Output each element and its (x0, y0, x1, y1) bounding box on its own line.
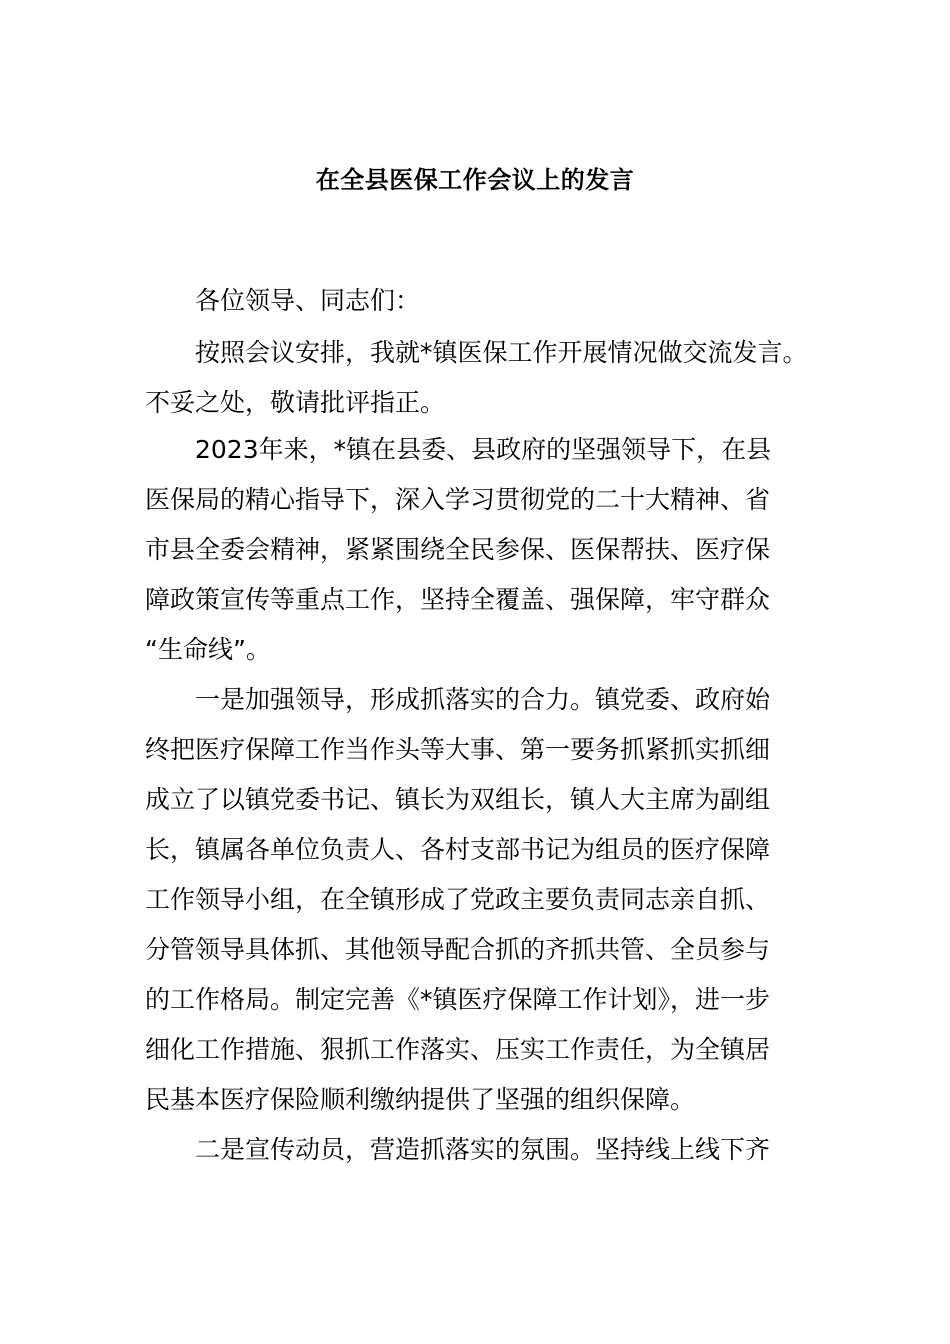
text-line: “生命线”。 (145, 635, 271, 664)
document-title: 在全县医保工作会议上的发言 (315, 166, 635, 194)
text-line: 障政策宣传等重点工作，坚持全覆盖、强保障，牢守群众 (145, 585, 771, 614)
text-line-salutation: 各位领导、同志们： (195, 286, 421, 315)
text-line: 二是宣传动员，营造抓落实的氛围。坚持线上线下齐 (195, 1135, 771, 1164)
text-line: 按照会议安排，我就*镇医保工作开展情况做交流发言。 (195, 338, 808, 367)
text-line: 成立了以镇党委书记、镇长为双组长，镇人大主席为副组 (145, 785, 771, 814)
text-line: 医保局的精心指导下，深入学习贯彻党的二十大精神、省 (145, 485, 771, 514)
text-line: 的工作格局。制定完善《*镇医疗保障工作计划》，进一步 (145, 985, 771, 1014)
text-line: 2023年来，*镇在县委、县政府的坚强领导下，在县 (195, 435, 772, 464)
text-line: 分管领导具体抓、其他领导配合抓的齐抓共管、全员参与 (145, 935, 771, 964)
text-line: 长，镇属各单位负责人、各村支部书记为组员的医疗保障 (145, 835, 771, 864)
text-line: 一是加强领导，形成抓落实的合力。镇党委、政府始 (195, 685, 771, 714)
text-line: 终把医疗保障工作当作头等大事、第一要务抓紧抓实抓细 (145, 735, 771, 764)
text-line: 市县全委会精神，紧紧围绕全民参保、医保帮扶、医疗保 (145, 535, 771, 564)
text-line: 细化工作措施、狠抓工作落实、压实工作责任，为全镇居 (145, 1035, 771, 1064)
text-line: 民基本医疗保险顺利缴纳提供了坚强的组织保障。 (145, 1085, 696, 1114)
text-line: 工作领导小组，在全镇形成了党政主要负责同志亲自抓、 (145, 885, 771, 914)
text-line: 不妥之处，敬请批评指正。 (145, 388, 446, 417)
